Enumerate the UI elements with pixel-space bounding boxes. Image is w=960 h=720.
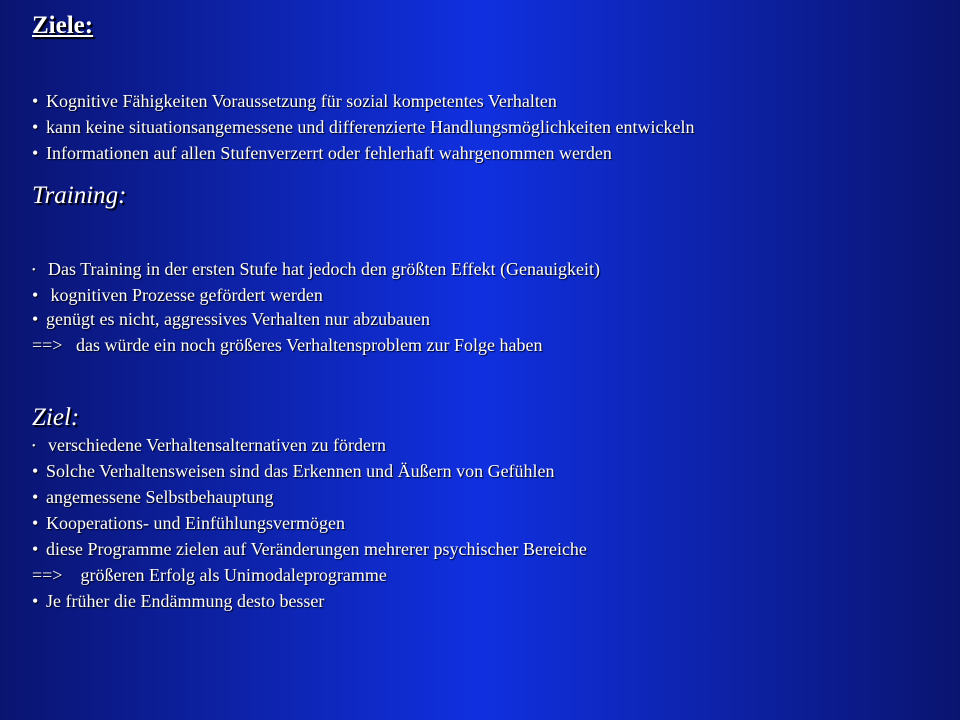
bullet-icon: • [32,487,39,507]
heading-training: Training: [32,182,127,209]
list-item [32,434,386,458]
bullet-icon: • [32,461,39,481]
bullet-icon: • [32,309,39,329]
arrow-line-text: das würde ein noch größeres Verhaltensproblem zur Folge haben [76,335,543,355]
heading-ziele: Ziele: [32,12,94,39]
list-item-text: angemessene Selbstbehauptung [46,487,274,507]
arrow-line [32,334,543,356]
list-item [32,538,587,560]
bullet-icon: • [32,91,39,111]
arrow-marker: ==> [32,565,63,585]
arrow-line-text: größeren Erfolg als Unimodaleprogramme [76,565,387,585]
bullet-icon: • [32,117,39,137]
list-item-text: Das Training in der ersten Stufe hat jedoch den größten Effekt (Genauigkeit) [48,259,601,279]
list-item [32,512,345,534]
list-item-text: kognitiven Prozesse gefördert werden [46,285,323,305]
list-item-text: verschiedene Verhaltensalternativen zu fördern [48,435,387,455]
list-item [32,460,555,482]
list-item [32,284,323,306]
list-item [32,258,600,282]
list-item-text: Kognitive Fähigkeiten Voraussetzung für sozial kompetentes Verhalten [46,91,557,111]
arrow-marker: ==> [32,335,63,355]
list-item [32,590,324,612]
bullet-icon: • [32,440,36,452]
list-item-text: genügt es nicht, aggressives Verhalten nur abzubauen [46,309,431,329]
list-item-text: Kooperations- und Einfühlungsvermögen [46,513,345,533]
list-item-text: diese Programme zielen auf Veränderungen mehrerer psychischer Bereiche [46,539,587,559]
bullet-icon: • [32,285,39,305]
list-item [32,486,273,508]
bullet-icon: • [32,591,39,611]
list-item-text: kann keine situationsangemessene und differenzierte Handlungsmöglichkeiten entwickeln [46,117,695,137]
heading-ziel: Ziel: [32,404,80,431]
list-item-text: Je früher die Endämmung desto besser [46,591,325,611]
list-item [32,142,612,164]
list-item-text: Informationen auf allen Stufenverzerrt oder fehlerhaft wahrgenommen werden [46,143,612,163]
bullet-icon: • [32,513,39,533]
list-item [32,308,430,330]
bullet-icon: • [32,143,39,163]
list-item [32,116,694,138]
bullet-icon: • [32,264,36,276]
list-item-text: Solche Verhaltensweisen sind das Erkennen und Äußern von Gefühlen [46,461,555,481]
bullet-icon: • [32,539,39,559]
list-item [32,90,557,112]
arrow-line [32,564,387,586]
